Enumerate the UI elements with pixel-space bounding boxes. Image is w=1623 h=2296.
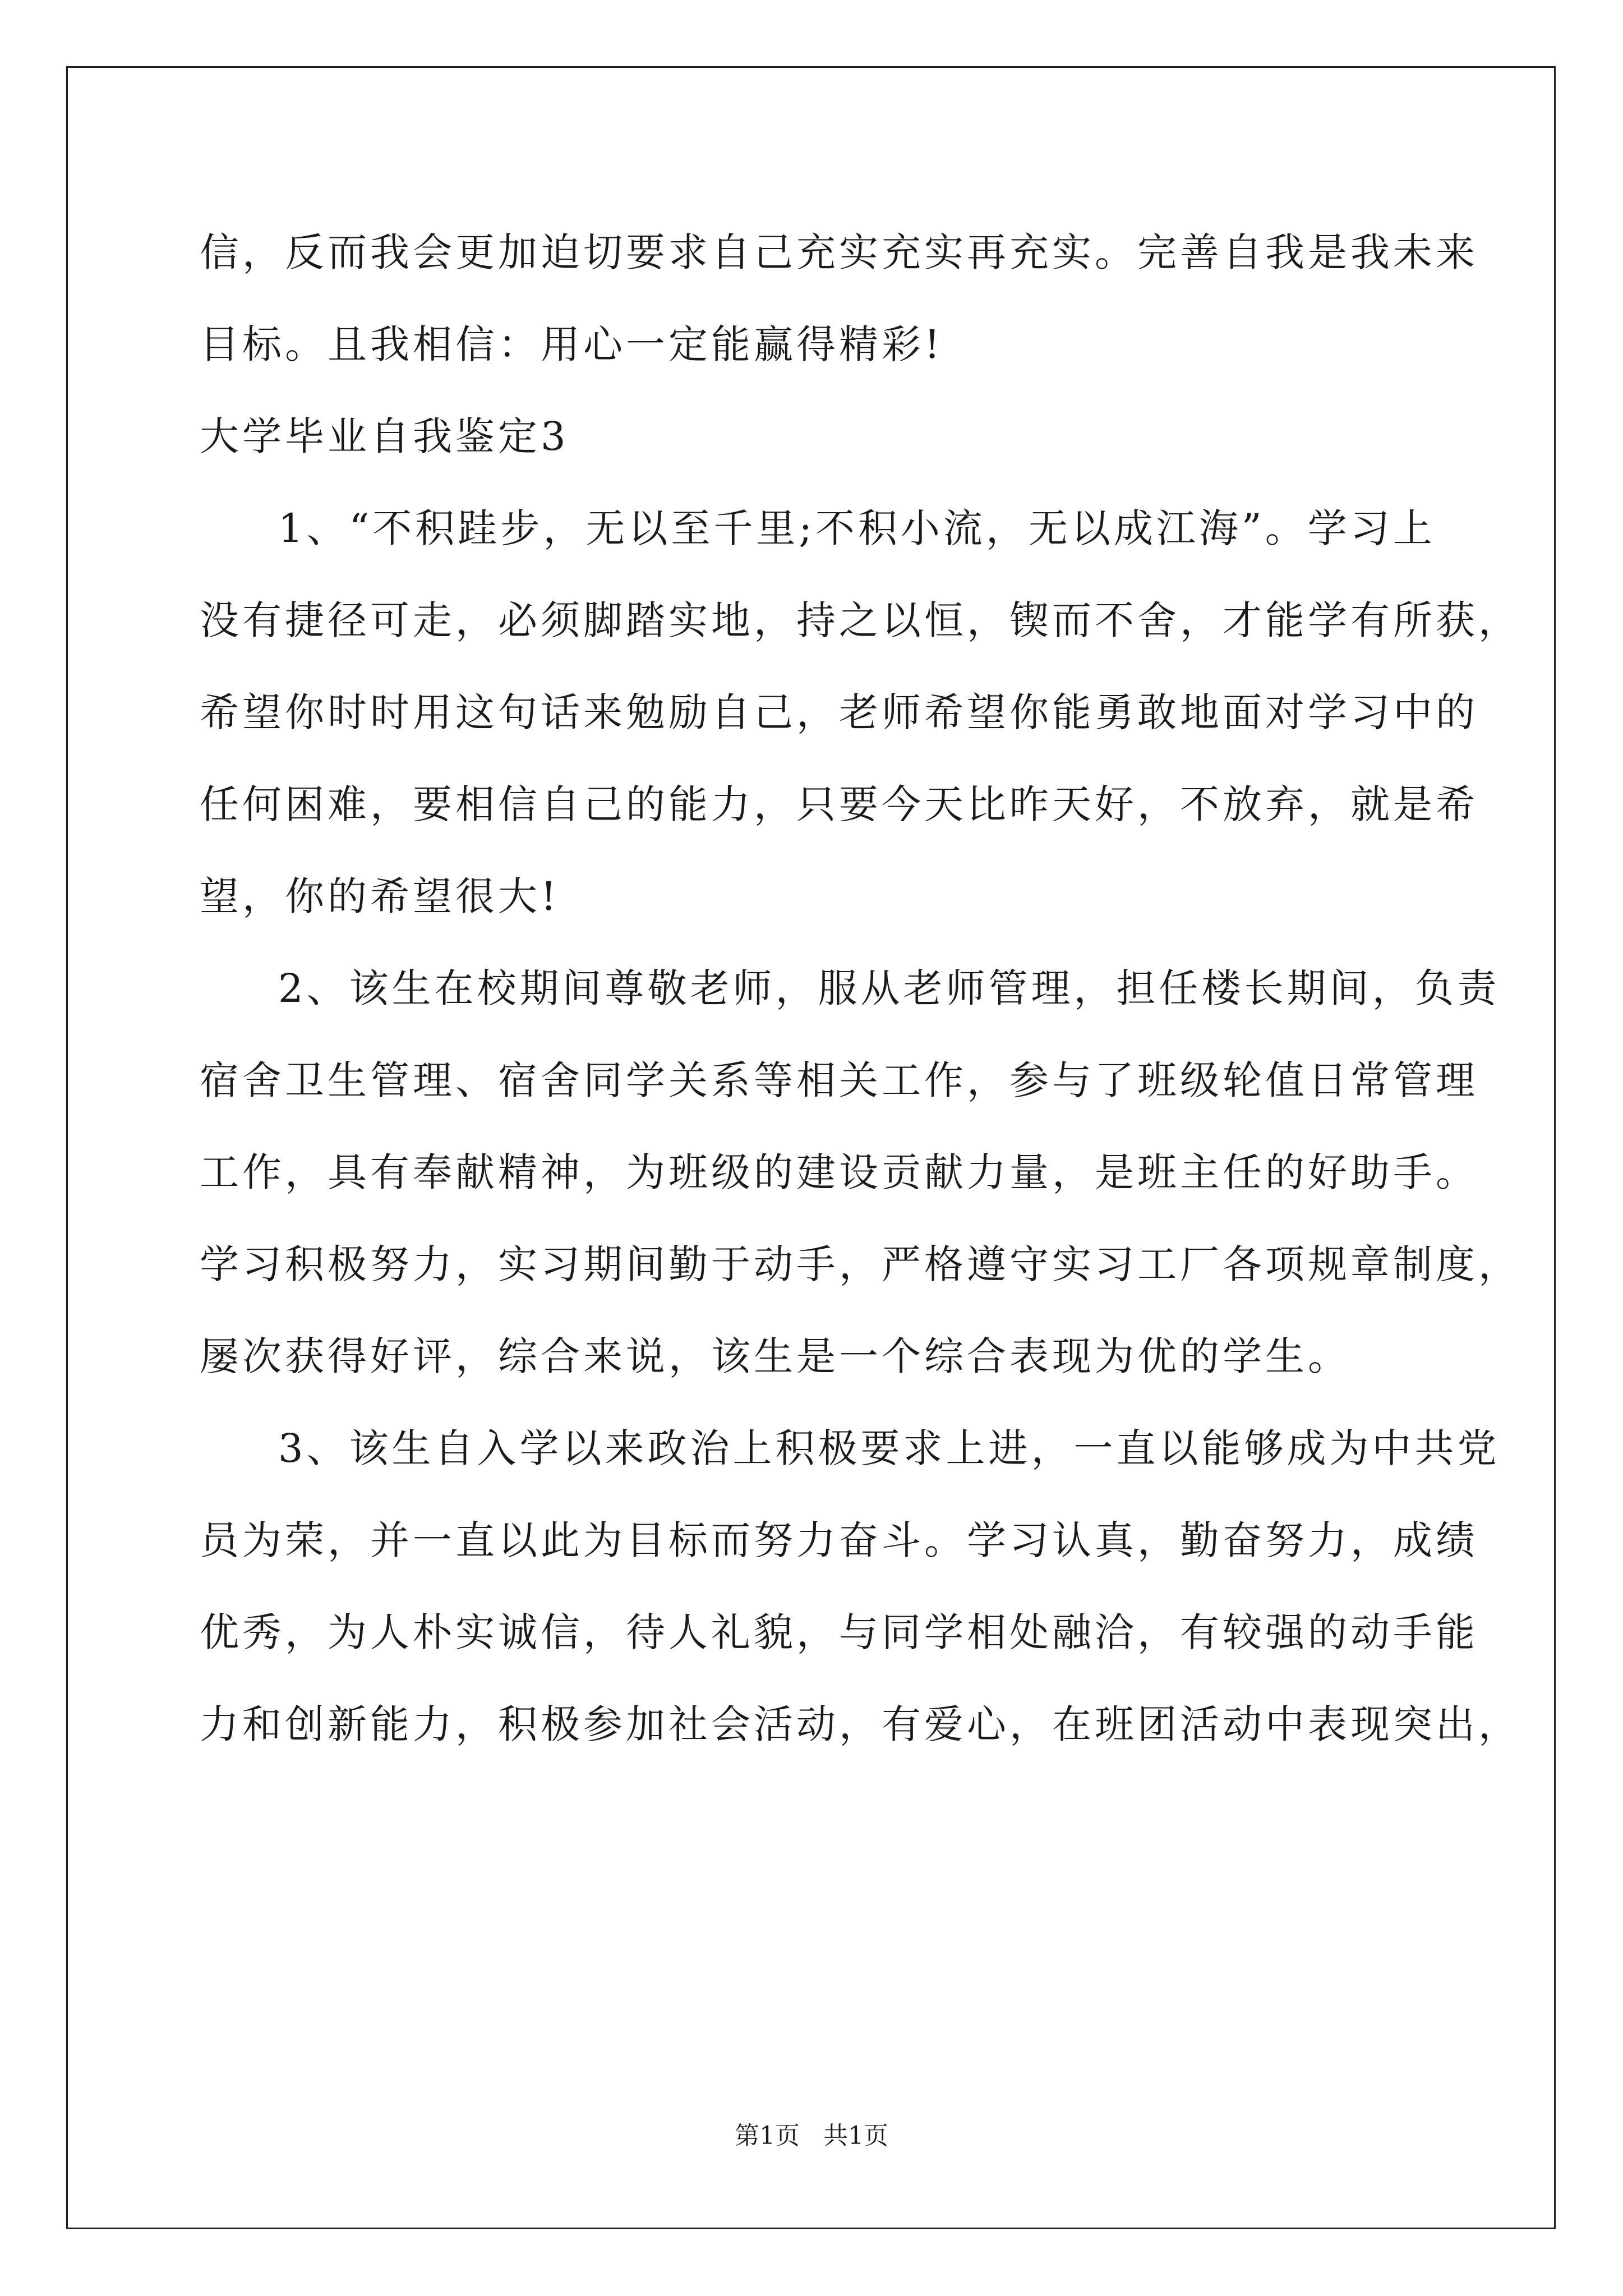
- paragraph-line: 没有捷径可走，必须脚踏实地，持之以恒，锲而不舍，才能学有所获，: [200, 597, 1521, 643]
- paragraph-line: 工作，具有奉献精神，为班级的建设贡献力量，是班主任的好助手。: [200, 1149, 1478, 1195]
- paragraph-line: 信，反而我会更加迫切要求自己充实充实再充实。完善自我是我未来: [200, 229, 1478, 275]
- paragraph-line: 宿舍卫生管理、宿舍同学关系等相关工作，参与了班级轮值日常管理: [200, 1057, 1478, 1103]
- paragraph-line: 希望你时时用这句话来勉励自己，老师希望你能勇敢地面对学习中的: [200, 689, 1478, 735]
- paragraph-line: 望，你的希望很大!: [200, 873, 560, 919]
- page-number-footer: 第1页 共1页: [735, 2122, 888, 2150]
- section-heading: 大学毕业自我鉴定3: [200, 413, 569, 459]
- paragraph-line: 3、该生自入学以来政治上积极要求上进，一直以能够成为中共党: [278, 1425, 1500, 1471]
- paragraph-line: 2、该生在校期间尊敬老师，服从老师管理，担任楼长期间，负责: [278, 965, 1500, 1011]
- paragraph-line: 学习积极努力，实习期间勤于动手，严格遵守实习工厂各项规章制度，: [200, 1241, 1521, 1287]
- paragraph-line: 1、“不积跬步，无以至千里;不积小流，无以成江海”。学习上: [278, 505, 1436, 551]
- paragraph-line: 任何困难，要相信自己的能力，只要今天比昨天好，不放弃，就是希: [200, 781, 1478, 827]
- paragraph-line: 员为荣，并一直以此为目标而努力奋斗。学习认真，勤奋努力，成绩: [200, 1517, 1478, 1563]
- paragraph-line: 优秀，为人朴实诚信，待人礼貌，与同学相处融洽，有较强的动手能: [200, 1609, 1478, 1655]
- paragraph-line: 屡次获得好评，综合来说，该生是一个综合表现为优的学生。: [200, 1333, 1350, 1379]
- paragraph-line: 目标。且我相信：用心一定能赢得精彩!: [200, 321, 944, 367]
- paragraph-line: 力和创新能力，积极参加社会活动，有爱心，在班团活动中表现突出，: [200, 1701, 1521, 1747]
